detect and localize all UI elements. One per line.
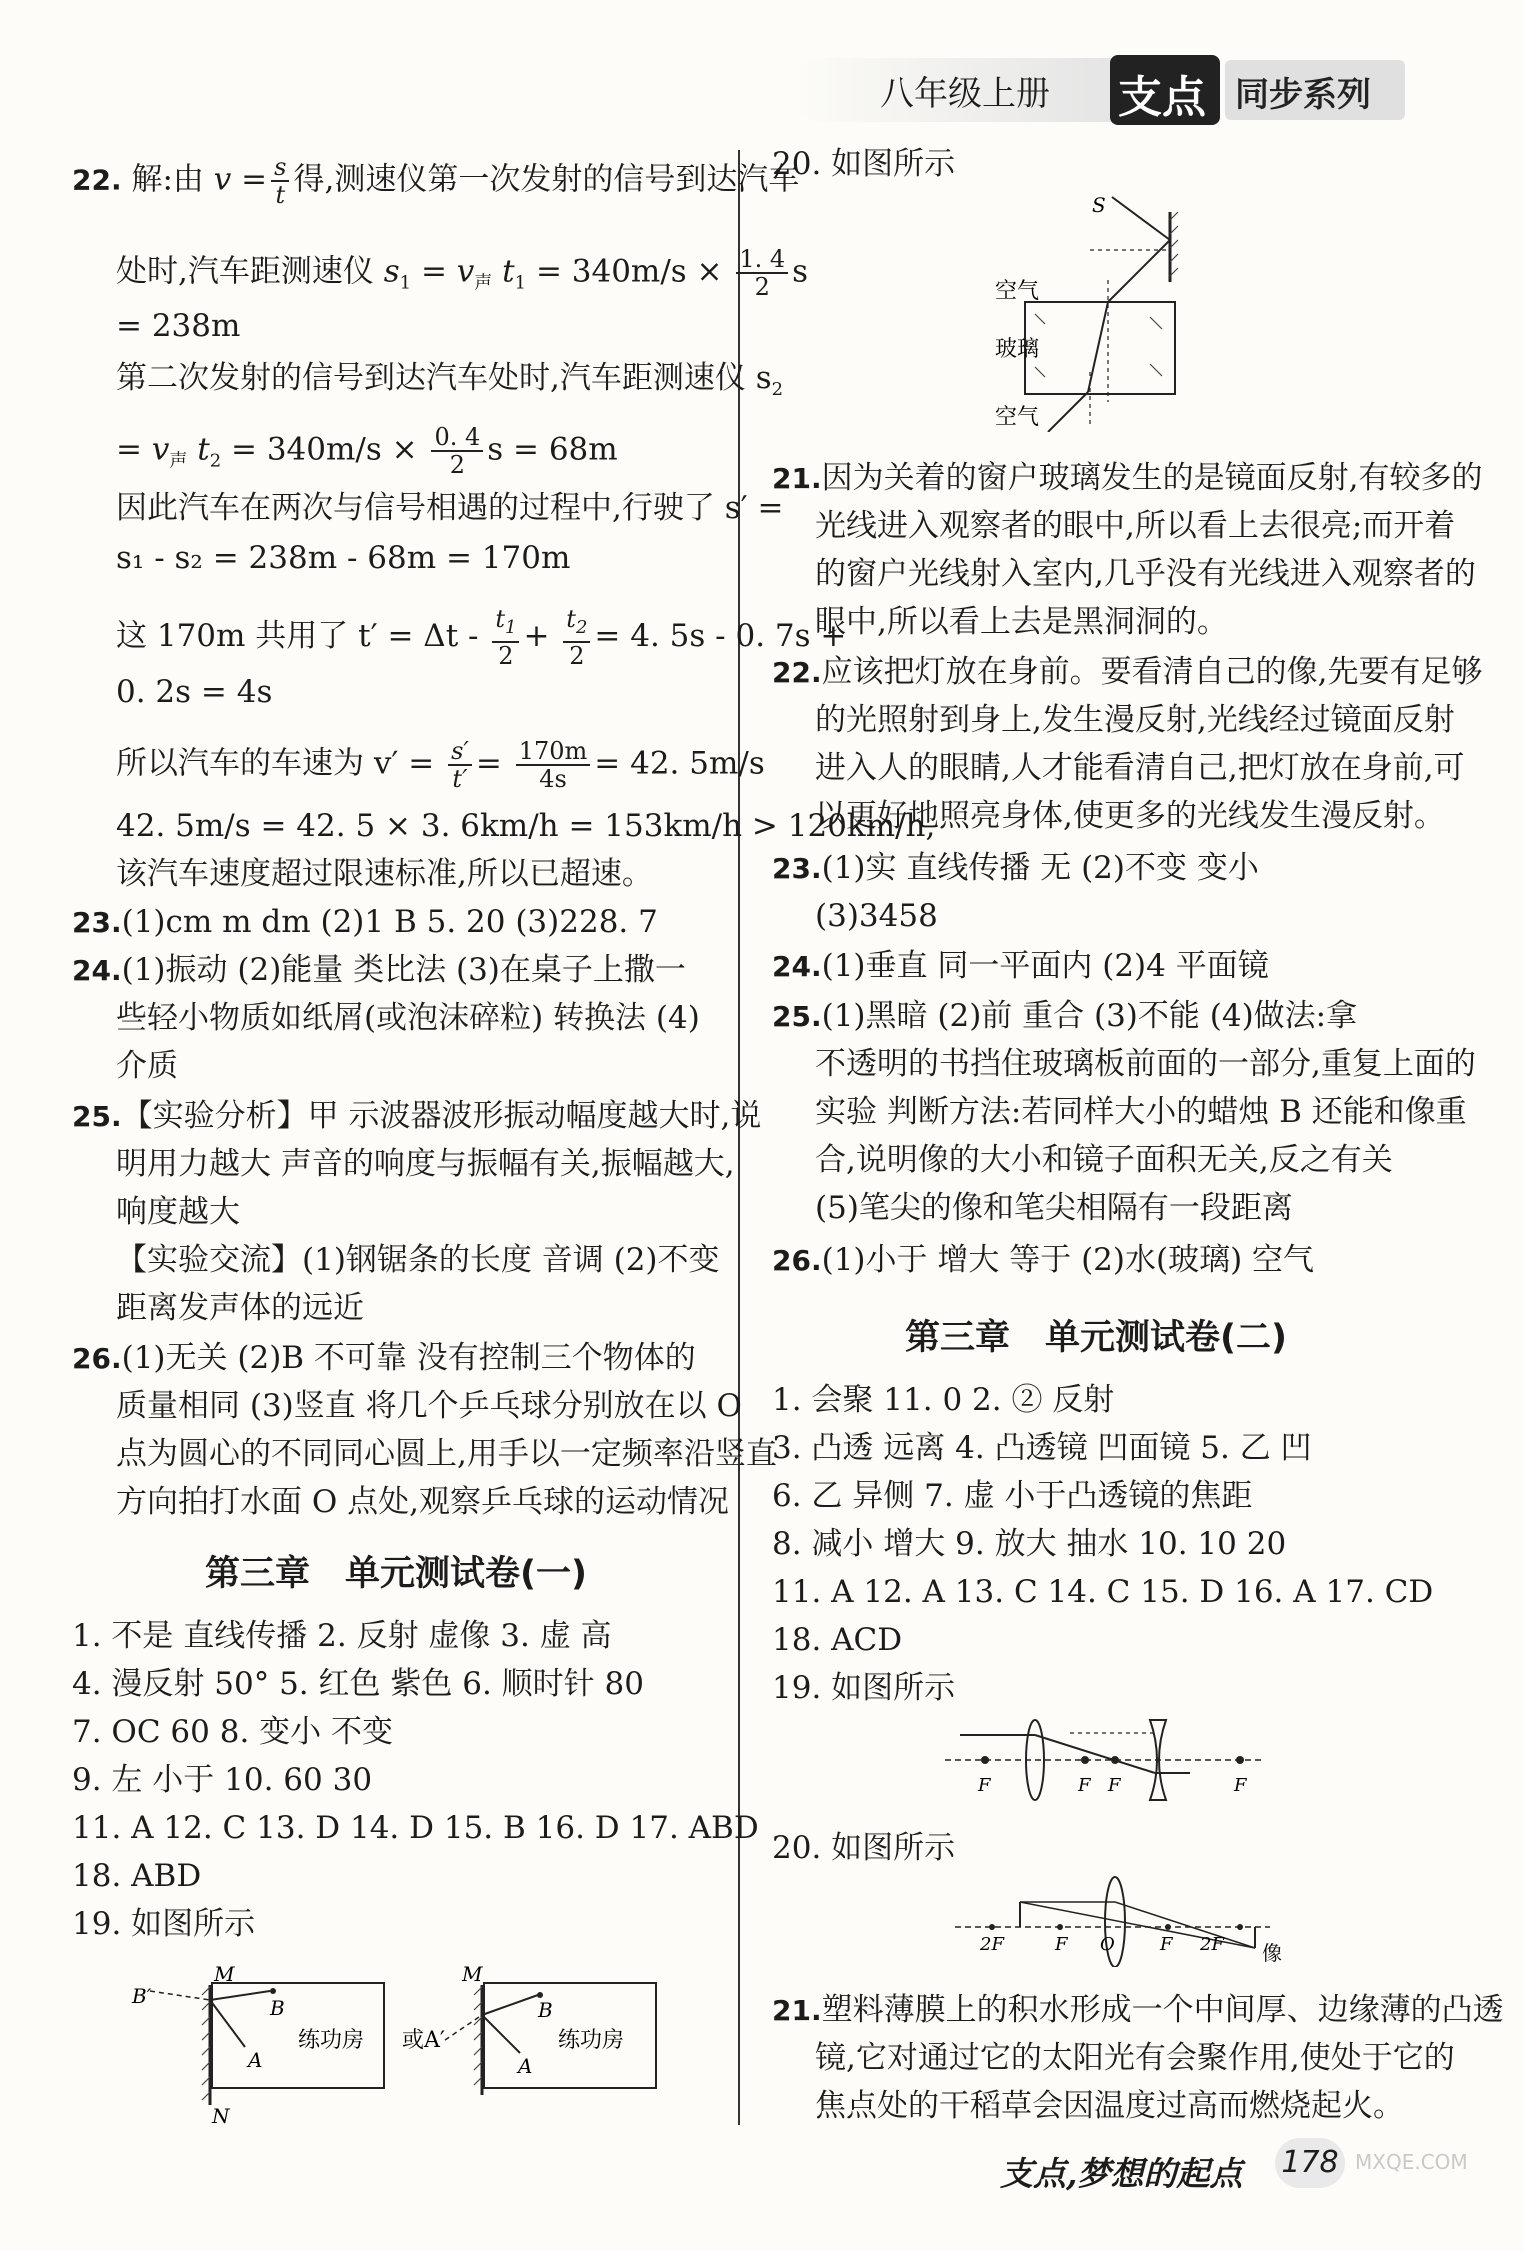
q26-left-l3: 点为圆心的不同同心圆上,用手以一定频率沿竖直: [116, 1436, 777, 1472]
F-label-3: F: [1108, 1775, 1121, 1796]
left-answer-7: 19. 如图所示: [72, 1906, 256, 1942]
label-or-Aprime: 或A′: [402, 2028, 445, 2053]
q21-right-l3: 的窗户光线射入室内,几乎没有光线进入观察者的: [815, 556, 1476, 592]
q22-line1: 22. 解:由 v = $\frac{s}{t}$ 得,测速仪第一次发射的信号到达汽车: [72, 153, 800, 209]
room-label-2: 练功房: [558, 2028, 625, 2053]
right-answer-1: 1. 会聚 11. 0 2. ② 反射: [772, 1382, 1115, 1418]
q25-left-l5: 距离发声体的远近: [116, 1290, 364, 1326]
label-M-2: M: [462, 1962, 483, 1986]
section-title-2: 第三章 单元测试卷(二): [905, 1318, 1287, 1358]
label-B-2: B: [538, 1998, 553, 2022]
q25-left-l3: 响度越大: [116, 1194, 240, 1230]
q25-right-l5: (5)笔尖的像和笔尖相隔有一段距离: [815, 1190, 1293, 1226]
label-O: O: [1100, 1934, 1115, 1955]
q24-left-l2: 些轻小物质如纸屑(或泡沫碎粒) 转换法 (4): [116, 1000, 700, 1036]
q22-line5: = $v_声$ $t_2 = 340m/s$ × $\frac{0. 4}{2}$ s = 68m: [116, 423, 618, 479]
q20-title: 20. 如图所示: [772, 146, 956, 182]
label-F-right: F: [1160, 1934, 1173, 1955]
q23-right-l2: (3)3458: [815, 898, 938, 934]
left-answer-1: 1. 不是 直线传播 2. 反射 虚像 3. 虚 高: [72, 1618, 612, 1654]
q26-left-l4: 方向拍打水面 O 点处,观察乒乓球的运动情况: [116, 1484, 729, 1520]
q22-right-l1: 22.应该把灯放在身前。要看清自己的像,先要有足够: [772, 654, 1483, 690]
label-B: B: [270, 1996, 285, 2020]
q23-right-l1: 23.(1)实 直线传播 无 (2)不变 变小: [772, 850, 1259, 886]
q22-line3: = 238m: [116, 308, 241, 344]
label-S: S: [1092, 193, 1106, 217]
left-answer-4: 9. 左 小于 10. 60 30: [72, 1762, 373, 1798]
lens-diagram: [940, 1715, 1270, 1805]
left-answer-2: 4. 漫反射 50° 5. 红色 紫色 6. 顺时针 80: [72, 1666, 644, 1702]
label-image: 像: [1262, 1941, 1282, 1965]
q21b-l2: 镜,它对通过它的太阳光有会聚作用,使处于它的: [815, 2040, 1455, 2076]
q26-left-l2: 质量相同 (3)竖直 将几个乒乓球分别放在以 O: [116, 1388, 742, 1424]
section-title-1: 第三章 单元测试卷(一): [205, 1554, 587, 1594]
right-answer-5: 11. A 12. A 13. C 14. C 15. D 16. A 17. CD: [772, 1574, 1434, 1610]
q21b-l3: 焦点处的干稻草会因温度过高而燃烧起火。: [815, 2088, 1404, 2124]
page-number: 178: [1275, 2138, 1345, 2188]
label-glass: 玻璃: [995, 337, 1040, 362]
q25-right-l3: 实验 判断方法:若同样大小的蜡烛 B 还能和像重: [815, 1094, 1467, 1130]
q21-right-l2: 光线进入观察者的眼中,所以看上去很亮;而开着: [815, 508, 1456, 544]
q20b-title: 20. 如图所示: [772, 1830, 956, 1866]
label-2F-left: 2F: [980, 1934, 1004, 1955]
right-answer-4: 8. 减小 增大 9. 放大 抽水 10. 10 20: [772, 1526, 1287, 1562]
q24-right-l1: 24.(1)垂直 同一平面内 (2)4 平面镜: [772, 948, 1269, 984]
footer-slogan: 支点,梦想的起点: [1000, 2154, 1243, 2193]
q21-right-l1: 21.因为关着的窗户玻璃发生的是镜面反射,有较多的: [772, 460, 1483, 496]
q22-line2: 处时,汽车距测速仪 $s_1 = v_声$ $t_1 = 340m/s$ × $\frac{1. 4}{2}$ s: [116, 245, 809, 301]
q22-line8: 这 170m 共用了 t′ = Δt - $\frac{t_1}{2}$ + $\frac{t_2}{2}$ = 4. 5s - 0. 7s +: [116, 605, 847, 670]
q22-line4: 第二次发射的信号到达汽车处时,汽车距测速仪 $s_2$: [116, 360, 784, 401]
q25-left-l1: 25.【实验分析】甲 示波器波形振动幅度越大时,说: [72, 1098, 762, 1134]
q25-right-l2: 不透明的书挡住玻璃板前面的一部分,重复上面的: [815, 1046, 1476, 1082]
F-label-1: F: [978, 1775, 991, 1796]
q22-line7: s₁ - s₂ = 238m - 68m = 170m: [116, 540, 571, 576]
F-label-2: F: [1078, 1775, 1091, 1796]
q25-right-l1: 25.(1)黑暗 (2)前 重合 (3)不能 (4)做法:拿: [772, 998, 1358, 1034]
q24-left-l1: 24.(1)振动 (2)能量 类比法 (3)在桌子上撒一: [72, 952, 686, 988]
q21-right-l4: 眼中,所以看上去是黑洞洞的。: [815, 604, 1228, 640]
brand-logo: [1110, 55, 1405, 125]
F-label-4: F: [1234, 1775, 1247, 1796]
q22-right-l3: 进入人的眼睛,人才能看清自己,把灯放在身前,可: [815, 750, 1465, 786]
right-answer-7: 19. 如图所示: [772, 1670, 956, 1706]
right-answer-2: 3. 凸透 远离 4. 凸透镜 凹面镜 5. 乙 凹: [772, 1430, 1312, 1466]
q25-right-l4: 合,说明像的大小和镜子面积无关,反之有关: [815, 1142, 1393, 1178]
mirror-room-diagram: [120, 1955, 700, 2125]
q26-left-l1: 26.(1)无关 (2)B 不可靠 没有控制三个物体的: [72, 1340, 696, 1376]
header-grade: 八年级上册: [880, 74, 1050, 114]
right-answer-3: 6. 乙 异侧 7. 虚 小于凸透镜的焦距: [772, 1478, 1253, 1514]
left-answer-6: 18. ABD: [72, 1858, 202, 1894]
q23-left: 23.(1)cm m dm (2)1 B 5. 20 (3)228. 7: [72, 904, 658, 940]
label-A: A: [248, 2048, 263, 2072]
label-M: M: [214, 1962, 235, 1986]
label-air-top: 空气: [995, 279, 1040, 304]
q24-left-l3: 介质: [116, 1048, 178, 1084]
refraction-diagram: [980, 192, 1220, 432]
q21b-l1: 21.塑料薄膜上的积水形成一个中间厚、边缘薄的凸透: [772, 1992, 1504, 2028]
label-2F-right: 2F: [1200, 1934, 1224, 1955]
q22-line9: 0. 2s = 4s: [116, 674, 273, 710]
q26-right-l1: 26.(1)小于 增大 等于 (2)水(玻璃) 空气: [772, 1242, 1315, 1278]
label-Bprime: B′: [132, 1984, 152, 2008]
brand-series: 同步系列: [1235, 75, 1371, 115]
convex-lens-image-diagram: [950, 1872, 1290, 1967]
q22-right-l2: 的光照射到身上,发生漫反射,光线经过镜面反射: [815, 702, 1455, 738]
q25-left-l4: 【实验交流】(1)钢锯条的长度 音调 (2)不变: [116, 1242, 720, 1278]
q22-line11: 42. 5m/s = 42. 5 × 3. 6km/h = 153km/h > 120km/h,: [116, 808, 936, 844]
q22-right-l4: 以更好地照亮身体,使更多的光线发生漫反射。: [815, 798, 1445, 834]
left-answer-5: 11. A 12. C 13. D 14. D 15. B 16. D 17. ABD: [72, 1810, 759, 1846]
q22-line10: 所以汽车的车速为 v′ = $\frac{s'}{t'}$ = $\frac{170m}{4s}$ = 42. 5m/s: [116, 737, 765, 793]
label-A-2: A: [518, 2054, 533, 2078]
label-F-left: F: [1055, 1934, 1068, 1955]
q25-left-l2: 明用力越大 声音的响度与振幅有关,振幅越大,: [116, 1146, 735, 1182]
left-answer-3: 7. OC 60 8. 变小 不变: [72, 1714, 394, 1750]
label-N: N: [212, 2104, 230, 2125]
watermark: MXQE.COM: [1355, 2150, 1468, 2174]
q22-line6: 因此汽车在两次与信号相遇的过程中,行驶了 s′ =: [116, 490, 784, 526]
label-air-bottom: 空气: [995, 405, 1040, 430]
room-label-1: 练功房: [298, 2028, 365, 2053]
brand-name: 支点: [1118, 72, 1206, 123]
right-answer-6: 18. ACD: [772, 1622, 903, 1658]
q22-line12: 该汽车速度超过限速标准,所以已超速。: [116, 856, 653, 892]
